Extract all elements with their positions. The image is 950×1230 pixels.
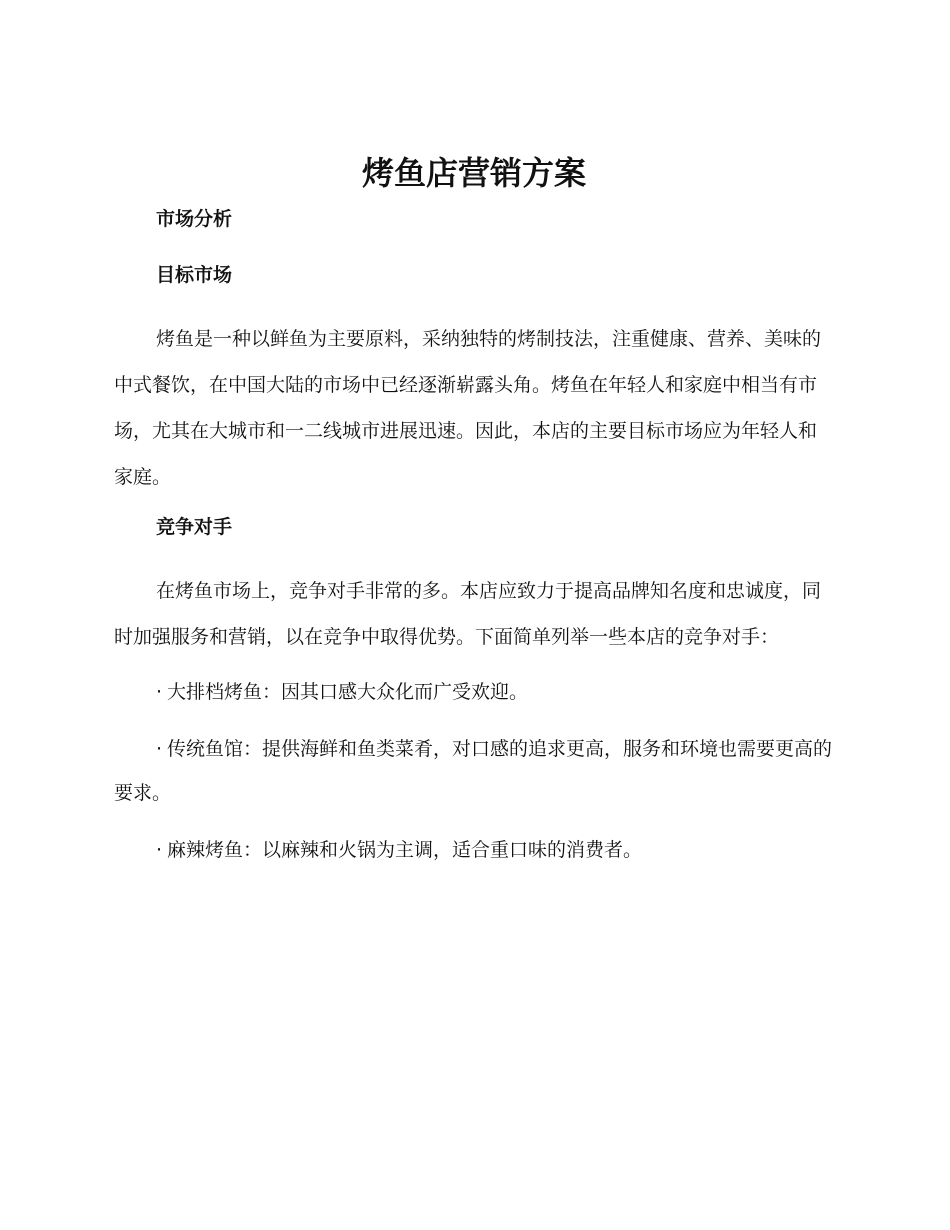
competitor-list-item: [114, 727, 834, 815]
section-heading-competitors: 竞争对手: [156, 516, 233, 538]
competitor-item-text: 麻辣烤鱼：以麻辣和火锅为主调，适合重口味的消费者。: [167, 839, 643, 861]
target-market-paragraph: 烤鱼是一种以鲜鱼为主要原料，采纳独特的烤制技法，注重健康、营养、美味的中式餐饮，在中国大陆的市场中已经逐渐崭露头角。烤鱼在年轻人和家庭中相当有市场，尤其在大城市和一二线城市进展迅速。因此，本店的主要目标市场应为年轻人和家庭。: [114, 328, 822, 488]
competitor-list-item: [114, 828, 834, 872]
bullet-marker: ·: [156, 839, 163, 861]
bullet-marker: ·: [156, 738, 163, 760]
document-title: 烤鱼店营销方案: [361, 154, 586, 192]
section-heading-market-analysis: 市场分析: [156, 208, 233, 230]
section-heading-target-market: 目标市场: [156, 264, 233, 286]
competitor-item-text: 传统鱼馆：提供海鲜和鱼类菜肴，对口感的追求更高，服务和环境也需要更高的要求。: [114, 738, 833, 804]
competitor-item-text: 大排档烤鱼：因其口感大众化而广受欢迎。: [167, 681, 529, 703]
competitors-paragraph: 在烤鱼市场上，竞争对手非常的多。本店应致力于提高品牌知名度和忠诚度，同时加强服务和营销，以在竞争中取得优势。下面简单列举一些本店的竞争对手：: [114, 580, 822, 648]
competitor-list-item: [114, 670, 834, 714]
document-body: [114, 150, 834, 885]
bullet-marker: ·: [156, 681, 163, 703]
